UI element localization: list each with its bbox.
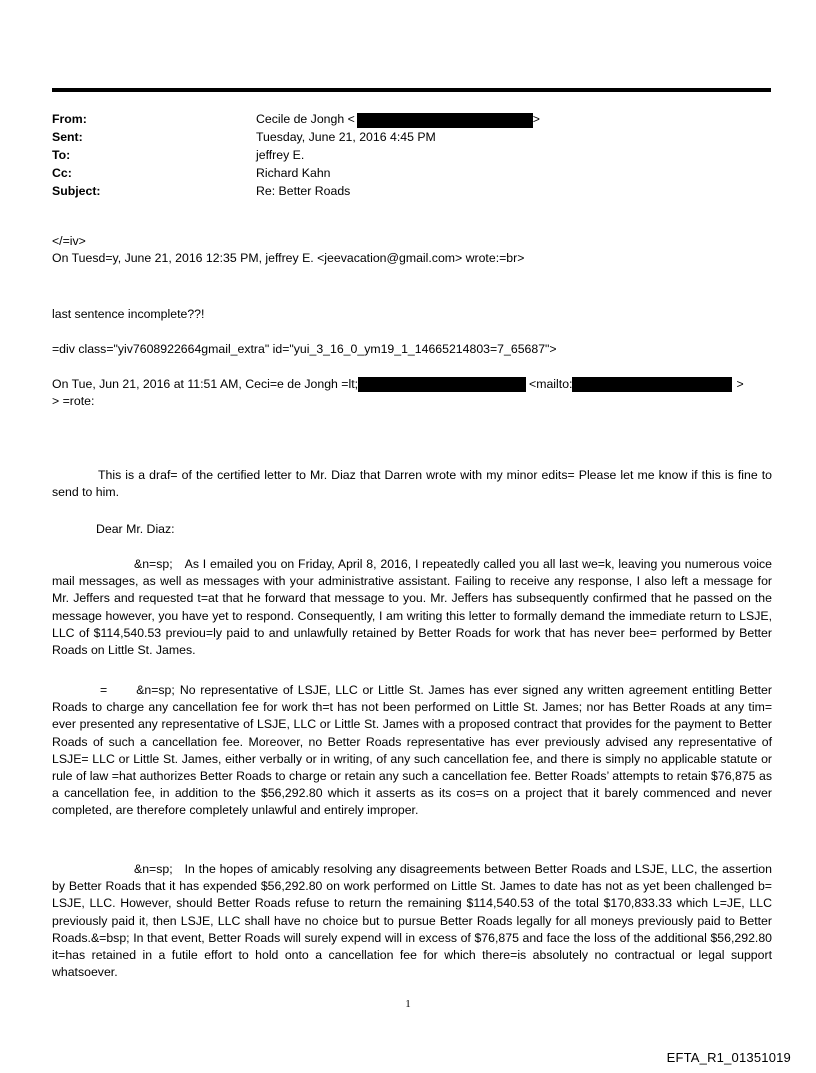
quote-intro-2 [52, 376, 772, 393]
sent-value: Tuesday, June 21, 2016 4:45 PM [256, 130, 436, 145]
quote-intro-1: On Tuesd=y, June 21, 2016 12:35 PM, jeffrey E. <jeevacation@gmail.com> wrote:=br> [52, 251, 525, 265]
subject-row [52, 183, 772, 201]
letter-paragraph-3 [52, 861, 772, 981]
from-row [52, 111, 772, 129]
cc-value: Richard Kahn [256, 166, 331, 181]
letter-paragraph-2 [52, 682, 772, 820]
subject-value: Re: Better Roads [256, 184, 351, 199]
html-fragment: =div class="yiv7608922664gmail_extra" id="yui_3_16_0_ym19_1_14665214803=7_65687"> [52, 342, 557, 356]
document-id: EFTA_R1_01351019 [666, 1050, 791, 1065]
cc-label: Cc: [52, 166, 72, 180]
sent-row [52, 129, 772, 147]
to-label: To: [52, 148, 71, 162]
from-close: > [532, 112, 540, 127]
p2-eq: = [100, 683, 108, 697]
salutation: Dear Mr. Diaz: [96, 522, 175, 536]
p2-lead: &n=sp; [136, 683, 175, 697]
reply-text: last sentence incomplete??! [52, 307, 205, 321]
draft-paragraph: This is a draf= of the certified letter to Mr. Diaz that Darren wrote with my minor edits= Please let me know if this is fine to send to him. [52, 468, 772, 500]
subject-label: Subject: [52, 184, 101, 198]
quote-intro-2-prefix: On Tue, Jun 21, 2016 at 11:51 AM, Ceci=e de Jongh =lt; [52, 377, 359, 391]
email-header [52, 111, 772, 201]
p3-lead: &n=sp; [134, 862, 173, 876]
redaction-box [357, 113, 533, 128]
page-number: 1 [405, 998, 411, 1010]
cc-row [52, 165, 772, 183]
redaction-box [572, 377, 732, 392]
div-close-text: </=iv> [52, 234, 86, 248]
p1-lead: &n=sp; [134, 557, 173, 571]
mailto-close: > [736, 377, 744, 391]
mailto-text: <mailto: [529, 377, 573, 391]
p2-text: No representative of LSJE, LLC or Little St. James has ever signed any written agreement entitling Better Roads to charge any cancellation fee for work th=t has not been performed on Little St. James; nor has Better Roads at any tim= ever presented any representative of LSJE, LLC or Little St. James with a proposed contract that provides for the payment to Better Roads of such a cancellation fee. Moreover, no Better Roads representative has ever previously advised any representative of LSJE= LLC or Little St. James, either verbally or in writing, of any such cancellation fee, and there is simply no applicable statute or rule of law =hat authorizes Better Roads to charge or retain any such a cancellation fee. Better Roads’ attempts to retain $76,875 as a cancellation fee, in addition to the $56,292.80 which it asserts as its cos=s on a project that it barely commenced and never completed, are therefore completely unlawful and entirely improper. [52, 683, 772, 818]
header-rule [52, 88, 771, 92]
to-value: jeffrey E. [256, 148, 305, 163]
quote-intro-2-wrote: > =rote: [52, 394, 95, 408]
from-label: From: [52, 112, 87, 126]
redaction-box [358, 377, 526, 392]
to-row [52, 147, 772, 165]
p3-text: In the hopes of amicably resolving any disagreements between Better Roads and LSJE, LLC, the assertion by Better Roads that it has expended $56,292.80 on work performed on Little St. James to date has not as yet been challenged b= LSJE, LLC. However, should Better Roads refuse to return the remaining $114,540.53 of the total $170,833.33 which L=JE, LLC previously paid it, then LSJE, LLC shall have no choice but to pursue Better Roads legally for all moneys previously paid to Better Roads.&=bsp; In that event, Better Roads will surely expend will in excess of $76,875 and face the loss of the additional $56,292.80 it=has retained in a futile effort to hold onto a cancellation fee for which there=is absolutely no contractual or legal support whatsoever. [52, 862, 772, 980]
from-value: Cecile de Jongh < [256, 112, 355, 127]
letter-paragraph-1 [52, 556, 772, 659]
sent-label: Sent: [52, 130, 83, 144]
p1-text: As I emailed you on Friday, April 8, 2016, I repeatedly called you all last we=k, leaving you numerous voice mail messages, as well as messages with your administrative assistant. Failing to receive any response, I also left a message for Mr. Jeffers and requested t=at that he forward that message to you. Mr. Jeffers has subsequently confirmed that he passed on the message however, you have yet to respond. Consequently, I am writing this letter to formally demand the immediate return to LSJE, LLC of $114,540.53 previou=ly paid to and unlawfully retained by Better Roads for work that has never bee= performed by Better Roads on Little St. James. [52, 557, 772, 658]
